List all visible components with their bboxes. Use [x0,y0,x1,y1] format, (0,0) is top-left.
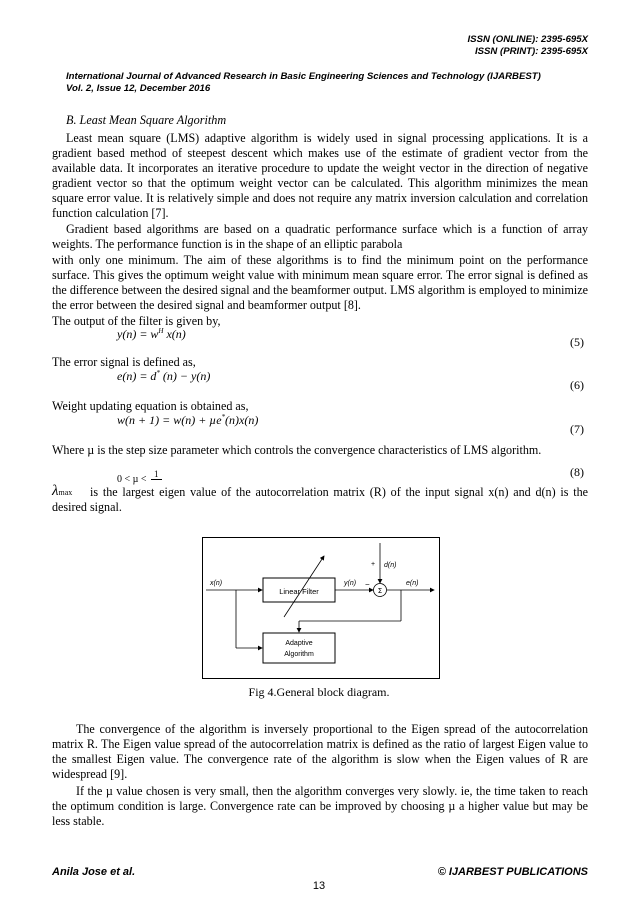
equation-8-left: 0 < µ < [117,473,147,485]
figure-caption: Fig 4.General block diagram. [248,685,390,699]
weight-update-intro: Weight updating equation is obtained as, [52,399,249,413]
journal-title: International Journal of Advanced Research in Basic Engineering Sciences and Technology (IJARBEST) [66,71,541,82]
issn-online: ISSN (ONLINE): 2395-695X [467,34,588,45]
lambda-subscript: max [58,488,73,497]
footer-publisher: © IJARBEST PUBLICATIONS [437,866,588,878]
equation-6: e(n) = d* (n) − y(n) [117,369,211,383]
paragraph-mu-choice: If the µ value chosen is very small, then the algorithm converges very slowly. ie, the time taken to reach the optimum condition is large. Convergence rate can be improved by choosing µ a higher value but may be less stable. [52,784,588,829]
journal-volume: Vol. 2, Issue 12, December 2016 [66,83,211,94]
x-label: x(n) [210,580,223,587]
e-label: e(n) [406,580,419,587]
block-diagram [202,537,440,679]
filter-output-intro: The output of the filter is given by, [52,314,221,328]
equation-8-numerator: 1 [151,469,162,480]
equation-7-number: (7) [570,422,584,436]
page-number: 13 [312,880,326,892]
adaptive-label-line1: Adaptive [285,640,313,647]
equation-5: $y(n) = w^H$ x(n) [117,327,186,341]
lambda-max-symbol [52,483,72,500]
step-size-text: Where µ is the step size parameter which controls the convergence characteristics of LMS algorithm. [52,443,542,457]
error-signal-intro: The error signal is defined as, [52,355,196,369]
linear-filter-label: Linear Filter [279,587,319,596]
footer-author: Anila Jose et al. [52,866,136,878]
equation-6-number: (6) [570,378,584,392]
paragraph-gradient-a: Gradient based algorithms are based on a quadratic performance surface which is a function of array weights. The performance function is in the shape of an elliptic parabola [52,222,588,252]
d-label: d(n) [384,562,397,569]
lambda-text: is the largest eigen value of the autocorrelation matrix (R) of the input signal x(n) and d(n) is the desired signal. [52,485,588,515]
adaptive-algorithm-box [263,633,335,663]
equation-8-number: (8) [570,465,584,479]
equation-7: w(n + 1) = w(n) + µe*(n)x(n) [117,413,259,427]
issn-print: ISSN (PRINT): 2395-695X [474,46,588,57]
paragraph-convergence: The convergence of the algorithm is inversely proportional to the Eigen spread of the autocorrelation matrix R. The Eigen value spread of the autocorrelation matrix is defined as the ratio of largest Eigen value to the smallest Eigen value. The convergence rate of the algorithm is slow when the Eigen values of R are widespread [9]. [52,722,588,782]
lambda-symbol: λ [52,483,59,499]
paragraph-lms-intro: Least mean square (LMS) adaptive algorithm is widely used in signal processing applications. It is a gradient based method of steepest descent which makes use of the estimate of gradient vector from the available data. It incorporates an iterative procedure to update the weight vector in the direction of negative gradient vector so that the optimum weight vector can be calculated. This algorithm minimizes the mean square error value. It is relatively simple and does not require any matrix inversion calculation and correlation function calculation [7]. [52,131,588,221]
adaptive-label-line2: Algorithm [284,651,314,658]
sigma-symbol: Σ [377,587,383,595]
equation-5-number: (5) [570,335,584,349]
section-title: B. Least Mean Square Algorithm [66,113,227,127]
minus-sign: − [365,580,370,589]
plus-sign: + [371,561,376,568]
y-label: y(n) [344,580,357,587]
paragraph-gradient-b: with only one minimum. The aim of these algorithms is to find the minimum point on the performance surface. This gives the optimum weight value with minimum mean square error. The error signal is defined as the difference between the desired signal and the beamformer output. LMS algorithm is employed to minimize the error between the desired signal and beamformer output [8]. [52,253,588,313]
